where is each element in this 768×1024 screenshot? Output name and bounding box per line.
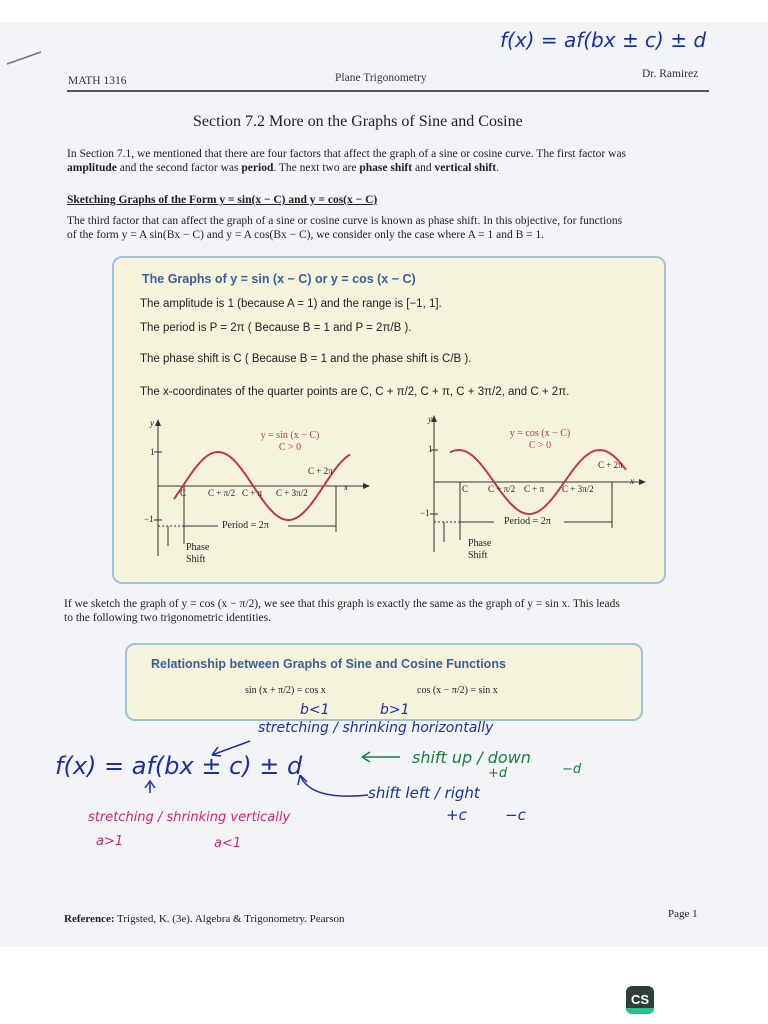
note-b-lt-1: b<1 (300, 702, 330, 718)
cosine-tick-c-pi: C + π (524, 484, 545, 494)
note-minus-c: −c (505, 806, 526, 824)
sine-phase-shift-label: Phase Shift (186, 542, 210, 565)
sine-tick-c-2pi: C + 2π (308, 466, 333, 476)
quarter-points-line: The x-coordinates of the quarter points are C, C + π/2, C + π, C + 3π/2, and C + 2π. (140, 386, 570, 398)
sine-tick-c-3pi2: C + 3π/2 (276, 488, 308, 498)
graphs-definition-box (112, 256, 666, 584)
para3-line-1: If we sketch the graph of y = cos (x − π/2), we see that this graph is exactly the same as the graph of y = sin x. This leads (64, 598, 620, 610)
sine-equation-label: y = sin (x − C) C > 0 (260, 430, 320, 453)
note-minus-d: −d (562, 762, 582, 777)
sine-neg-one-label: −1 (144, 514, 154, 524)
reference-citation: Reference: Trigsted, K. (3e). Algebra & Trigonometry. Pearson (64, 913, 345, 925)
course-code: MATH 1316 (68, 75, 127, 87)
para2-line-1: The third factor that can affect the graph of a sine or cosine curve is known as phase shift. In this objective, for functions (67, 215, 623, 227)
identity-cos: cos (x − π/2) = sin x (417, 685, 498, 696)
cosine-x-label: x (630, 476, 634, 486)
sine-tick-c-pi: C + π (242, 488, 263, 498)
note-transformation-formula: f(x) = af(bx ± c) ± d (55, 752, 303, 780)
cosine-tick-c: C (462, 484, 469, 494)
cosine-tick-c-pi2: C + π/2 (488, 484, 516, 494)
note-shift-left-right: shift left / right (368, 784, 480, 802)
cosine-equation-label: y = cos (x − C) C > 0 (509, 428, 571, 451)
intro-line-1: In Section 7.1, we mentioned that there are four factors that affect the graph of a sine or cosine curve. The first factor was (67, 148, 627, 160)
cosine-tick-c-3pi2: C + 3π/2 (562, 484, 594, 494)
note-b-gt-1: b>1 (380, 702, 410, 718)
sine-x-label: x (344, 482, 348, 492)
note-stretch-horizontal: stretching / shrinking horizontally (258, 720, 494, 736)
sine-tick-c: C (180, 488, 187, 498)
cosine-one-label: 1 (428, 444, 433, 454)
note-a-lt-1: a<1 (214, 836, 242, 851)
note-stretch-vertical: stretching / shrinking vertically (88, 810, 291, 825)
box2-title: Relationship between Graphs of Sine and Cosine Functions (151, 657, 506, 671)
handwritten-formula-top: f(x) = af(bx ± c) ± d (500, 28, 707, 52)
amplitude-line: The amplitude is 1 (because A = 1) and the range is [−1, 1]. (140, 298, 442, 310)
para3-line-2: to the following two trigonometric identities. (64, 612, 271, 624)
instructor-name: Dr. Ramirez (642, 68, 699, 80)
pen-mark-icon (5, 48, 45, 68)
note-shift-up-down: shift up / down (412, 748, 531, 767)
sine-y-label: y (150, 418, 154, 428)
sine-period-label: Period = 2π (222, 520, 269, 531)
cosine-neg-one-label: −1 (420, 508, 430, 518)
box1-title: The Graphs of y = sin (x − C) or y = cos (x − C) (142, 272, 416, 286)
subheading-sketching: Sketching Graphs of the Form y = sin(x − C) and y = cos(x − C) (67, 194, 378, 206)
section-title: Section 7.2 More on the Graphs of Sine and Cosine (193, 113, 523, 130)
phase-shift-line: The phase shift is C ( Because B = 1 and the phase shift is C/B ). (140, 353, 472, 365)
page-number: Page 1 (668, 908, 698, 920)
note-plus-c: +c (446, 806, 467, 824)
para2-line-2: of the form y = A sin(Bx − C) and y = A cos(Bx − C), we consider only the case where A = 1 and B = 1. (67, 229, 545, 241)
intro-paragraph (67, 147, 717, 175)
camscanner-logo-icon: CS (626, 986, 654, 1014)
intro-line-2: amplitude and the second factor was period. The next two are phase shift and vertical shift. (67, 162, 499, 174)
identity-paragraph (64, 597, 724, 625)
sine-one-label: 1 (150, 447, 155, 457)
course-subject: Plane Trigonometry (335, 72, 427, 84)
cosine-y-label: y (428, 414, 432, 424)
cosine-period-label: Period = 2π (504, 516, 551, 527)
annotation-arrows (100, 715, 600, 815)
note-a-gt-1: a>1 (96, 834, 124, 849)
logo-accent (626, 1008, 654, 1014)
sine-tick-c-pi2: C + π/2 (208, 488, 236, 498)
note-plus-d: +d (488, 766, 508, 781)
period-line: The period is P = 2π ( Because B = 1 and P = 2π/B ). (140, 322, 412, 334)
cosine-tick-c-2pi: C + 2π (598, 460, 623, 470)
header-divider (67, 90, 709, 92)
phase-shift-paragraph (67, 214, 717, 242)
identity-sin: sin (x + π/2) = cos x (245, 685, 326, 696)
cosine-phase-shift-label: Phase Shift (468, 538, 492, 561)
